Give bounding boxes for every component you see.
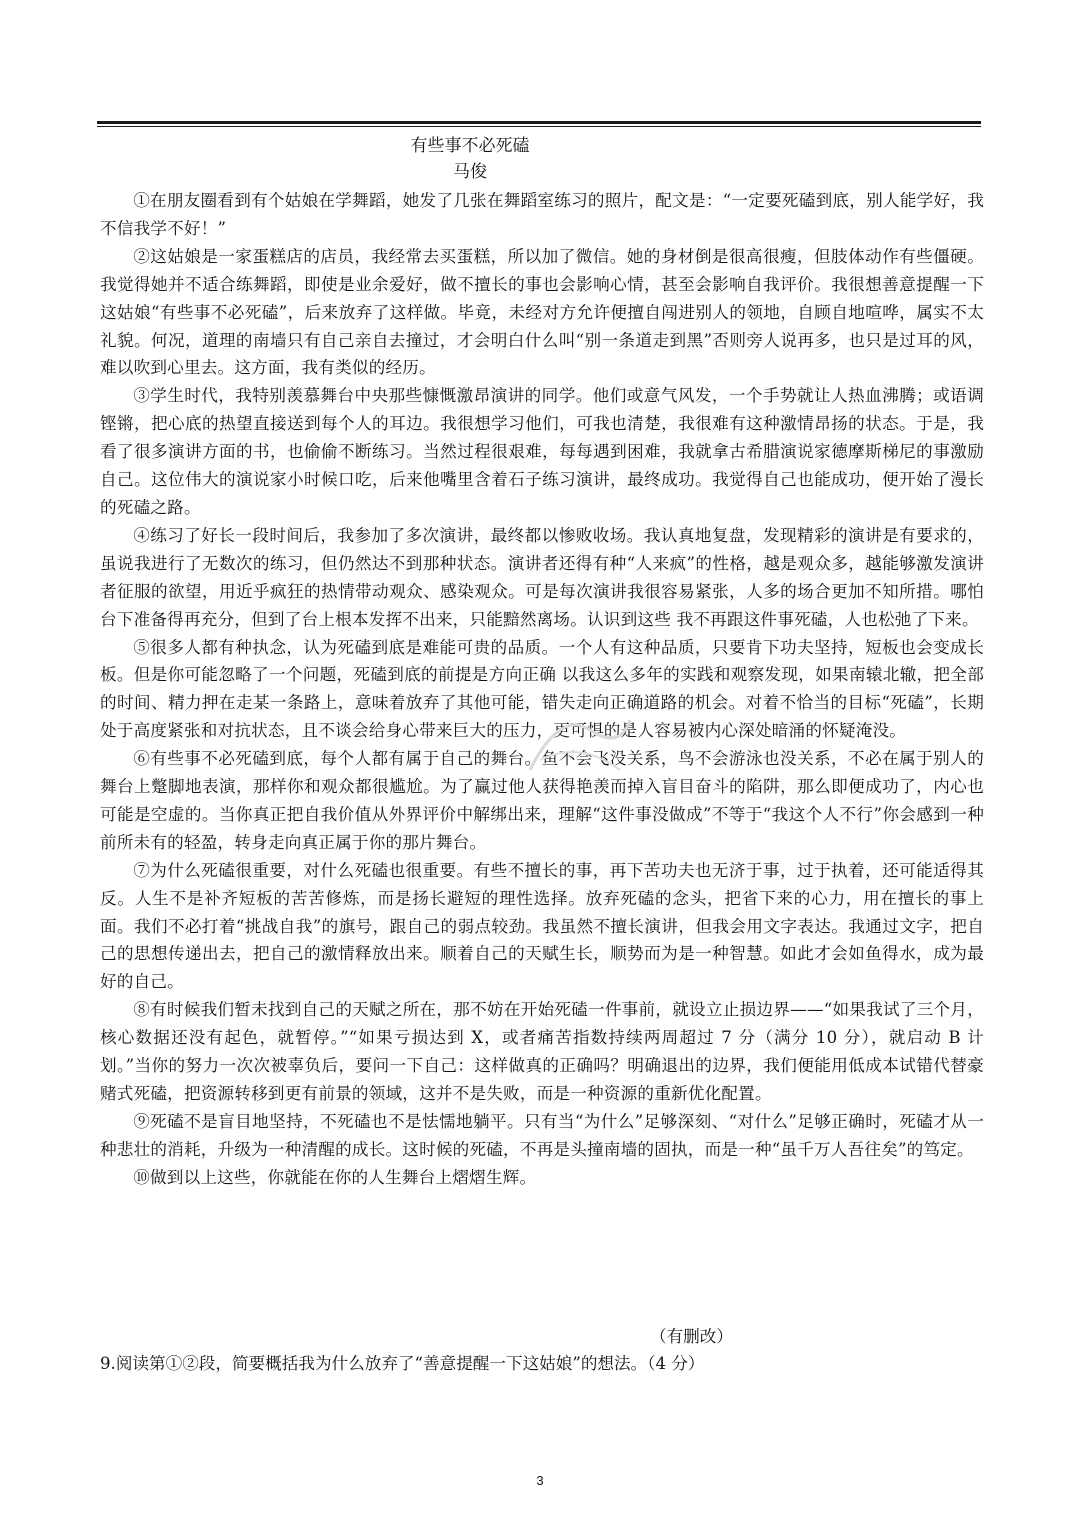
page-number: 3 bbox=[536, 1473, 544, 1488]
article-title: 有些事不必死磕 bbox=[410, 136, 530, 156]
question-9: 9.阅读第①②段，简要概括我为什么放弃了“善意提醒一下这姑娘”的想法。（4 分） bbox=[100, 1354, 705, 1373]
paragraph-3: ③学生时代，我特别羡慕舞台中央那些慷慨激昂演讲的同学。他们或意气风发，一个手势就让人热血沸腾；或语调铿锵，把心底的热望直接送到每个人的耳边。我很想学习他们，可我也清楚，我很难有这种激情昂扬的状态。于是，我看了很多演讲方面的书，也偷偷不断练习。当然过程很艰难，每每遇到困难，我就拿古希腊演说家德摩斯梯尼的事激励自己。这位伟大的演说家小时候口吃，后来他嘴里含着石子练习演讲，最终成功。我觉得自己也能成功，便开始了漫长的死磕之路。 bbox=[100, 386, 984, 517]
article-author: 马俊 bbox=[453, 162, 487, 182]
paragraph-1: ①在朋友圈看到有个姑娘在学舞蹈，她发了几张在舞蹈室练习的照片，配文是：“一定要死磕到底，别人能学好，我不信我学不好！” bbox=[100, 191, 984, 238]
paragraph-4: ④练习了好长一段时间后，我参加了多次演讲，最终都以惨败收场。我认真地复盘，发现精彩的演讲是有要求的，虽说我进行了无数次的练习，但仍然达不到那种状态。演讲者还得有种“人来疯”的性格，越是观众多，越能够激发演讲者征服的欲望，用近乎疯狂的热情带动观众、感染观众。可是每次演讲我很容易紧张，人多的场合更加不知所措。哪怕台下准备得再充分，但到了台上根本发挥不出来，只能黯然离场。认识到这些 我不再跟这件事死磕，人也松弛了下来。 bbox=[100, 525, 984, 629]
article-body bbox=[100, 187, 984, 1192]
paragraph-9: ⑨死磕不是盲目地坚持，不死磕也不是怯懦地躺平。只有当“为什么”足够深刻、“对什么”足够正确时，死磕才从一种悲壮的消耗，升级为一种清醒的成长。这时候的死磕，不再是头撞南墙的固执，而是一种“虽千万人吾往矣”的笃定。 bbox=[100, 1111, 984, 1159]
paragraph-10: ⑩做到以上这些，你就能在你的人生舞台上熠熠生辉。 bbox=[133, 1167, 537, 1187]
source-note: （有删改） bbox=[650, 1327, 733, 1346]
watermark-stamp bbox=[520, 700, 640, 780]
paragraph-7: ⑦为什么死磕很重要，对什么死磕也很重要。有些不擅长的事，再下苦功夫也无济于事，过于执着，还可能适得其反。人生不是补齐短板的苦苦修炼，而是扬长避短的理性选择。放弃死磕的念头，把省下来的心力，用在擅长的事上面。我们不必打着“挑战自我”的旗号，跟自己的弱点较劲。我虽然不擅长演讲，但我会用文字表达。我通过文字，把自己的思想传递出去，把自己的激情释放出来。顺着自己的天赋生长，顺势而为是一种智慧。如此才会如鱼得水，成为最好的自己。 bbox=[100, 860, 984, 992]
paragraph-6: ⑥有些事不必死磕到底，每个人都有属于自己的舞台。鱼不会飞没关系，鸟不会游泳也没关系，不必在属于别人的舞台上蹩脚地表演，那样你和观众都很尴尬。为了赢过他人获得艳羡而掉入盲目奋斗的陷阱，那么即便成功了，内心也可能是空虚的。当你真正把自我价值从外界评价中解绑出来，理解“这件事没做成”不等于“我这个人不行”你会感到一种前所未有的轻盈，转身走向真正属于你的那片舞台。 bbox=[100, 749, 984, 852]
paragraph-2: ②这姑娘是一家蛋糕店的店员，我经常去买蛋糕，所以加了微信。她的身材倒是很高很瘦，但肢体动作有些僵硬。我觉得她并不适合练舞蹈，即使是业余爱好，做不擅长的事也会影响心情，甚至会影响自我评价。我很想善意提醒一下这姑娘“有些事不必死磕”，后来放弃了这样做。毕竟，未经对方允许便擅自闯进别人的领地，自顾自地喧哗，属实不太礼貌。何况，道理的南墙只有自己亲自去撞过，才会明白什么叫“别一条道走到黑”否则旁人说再多，也只是过耳的风，难以吹到心里去。这方面，我有类似的经历。 bbox=[100, 246, 984, 378]
paragraph-8: ⑧有时候我们暂未找到自己的天赋之所在，那不妨在开始死磕一件事前，就设立止损边界——“如果我试了三个月，核心数据还没有起色，就暂停。”“如果亏损达到 X，或者痛苦指数持续两周超过 7 分（满分 10 分），就启动 B 计划。”当你的努力一次次被辜负后，要问一下自己：这样做真的正确吗？明确退出的边界，我们便能用低成本试错代替豪赌式死磕，把资源转移到更有前景的领域，这并不是失败，而是一种资源的重新优化配置。 bbox=[100, 1000, 984, 1103]
header-rule bbox=[97, 121, 981, 124]
header-rule-thin bbox=[97, 126, 981, 127]
paragraph-5: ⑤很多人都有种执念，认为死磕到底是难能可贵的品质。一个人有这种品质，只要肯下功夫坚持，短板也会变成长板。但是你可能忽略了一个问题，死磕到底的前提是方向正确 以我这么多年的实践和观察发现，如果南辕北辙，把全部的时间、精力押在走某一条路上，意味着放弃了其他可能，错失走向正确道路的机会。对着不恰当的目标“死磕”，长期处于高度紧张和对抗状态，且不谈会给身心带来巨大的压力，更可惧的是人容易被内心深处暗涌的怀疑淹没。 bbox=[100, 637, 984, 741]
